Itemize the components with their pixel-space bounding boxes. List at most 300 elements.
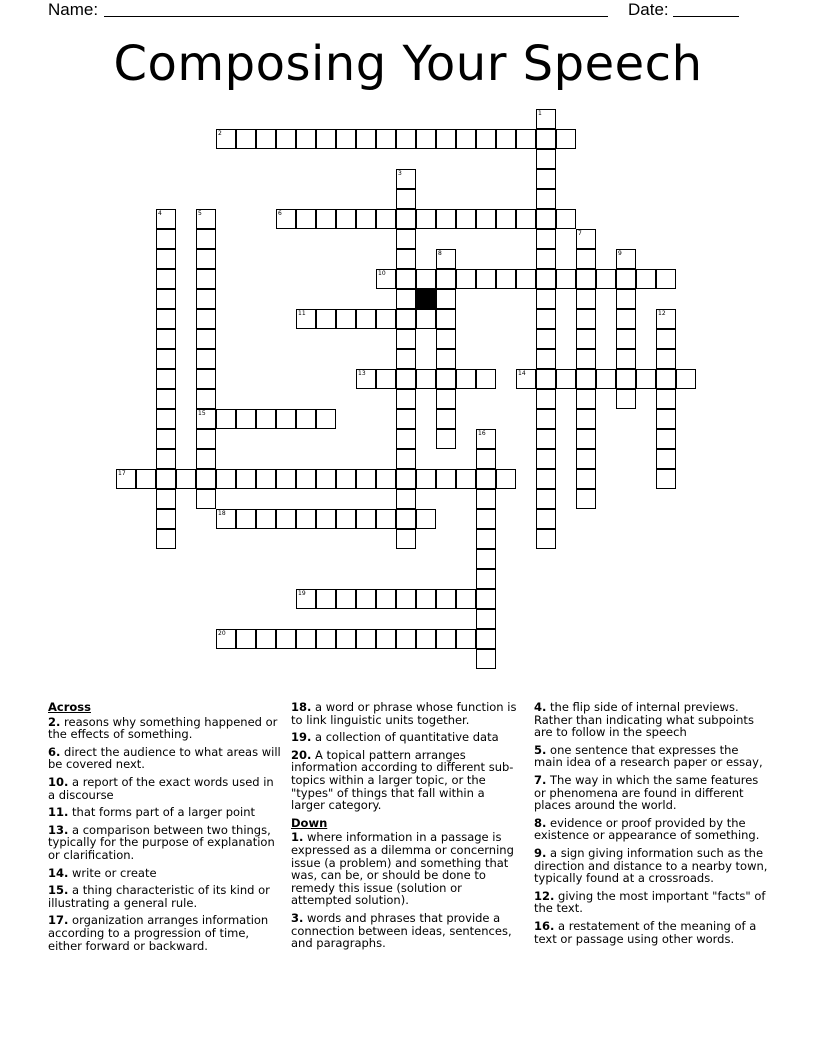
grid-cell[interactable] <box>156 289 176 309</box>
grid-cell[interactable] <box>296 409 316 429</box>
grid-cell[interactable] <box>396 169 416 189</box>
grid-cell[interactable] <box>476 269 496 289</box>
grid-cell[interactable] <box>476 609 496 629</box>
clue-text: evidence or proof provided by the existence or appearance of something. <box>534 815 760 843</box>
grid-cell[interactable] <box>496 269 516 289</box>
grid-cell[interactable] <box>296 129 316 149</box>
grid-cell[interactable] <box>196 269 216 289</box>
grid-cell[interactable] <box>376 269 396 289</box>
grid-cell[interactable] <box>356 309 376 329</box>
grid-cell[interactable] <box>656 369 676 389</box>
grid-cell[interactable] <box>216 509 236 529</box>
grid-cell[interactable] <box>616 269 636 289</box>
grid-cell[interactable] <box>196 289 216 309</box>
clue-number: 13. <box>48 822 69 837</box>
clue-text: one sentence that expresses the main idea of a research paper or essay, <box>534 742 763 770</box>
grid-cell[interactable] <box>156 529 176 549</box>
grid-cell[interactable] <box>376 589 396 609</box>
grid-cell[interactable] <box>536 289 556 309</box>
clue-number: 14. <box>48 865 69 880</box>
grid-cell[interactable] <box>376 209 396 229</box>
grid-cell[interactable] <box>536 529 556 549</box>
clue-item <box>48 806 284 819</box>
grid-cell[interactable] <box>396 329 416 349</box>
grid-cell[interactable] <box>536 409 556 429</box>
grid-cell[interactable] <box>576 369 596 389</box>
clue-number: 1 <box>538 110 542 117</box>
grid-cell[interactable] <box>476 429 496 449</box>
clue-text: the flip side of internal previews. Rather than indicating what subpoints are to follow in the speech <box>534 700 754 740</box>
grid-cell[interactable] <box>296 469 316 489</box>
grid-cell[interactable] <box>356 129 376 149</box>
clue-column-3 <box>534 701 770 950</box>
grid-cell[interactable] <box>436 409 456 429</box>
grid-cell[interactable] <box>256 409 276 429</box>
grid-cell[interactable] <box>196 209 216 229</box>
grid-cell[interactable] <box>156 409 176 429</box>
grid-cell[interactable] <box>476 449 496 469</box>
clue-item <box>48 776 284 801</box>
grid-cell[interactable] <box>156 489 176 509</box>
clue-text: a collection of quantitative data <box>311 730 499 745</box>
page-title: Composing Your Speech <box>113 36 703 92</box>
grid-cell[interactable] <box>156 229 176 249</box>
grid-cell[interactable] <box>156 309 176 329</box>
clue-item <box>291 749 521 812</box>
grid-cell[interactable] <box>436 629 456 649</box>
grid-cell[interactable] <box>436 469 456 489</box>
grid-cell[interactable] <box>396 489 416 509</box>
grid-cell[interactable] <box>536 169 556 189</box>
grid-cell[interactable] <box>576 309 596 329</box>
grid-cell[interactable] <box>396 249 416 269</box>
grid-cell[interactable] <box>536 309 556 329</box>
grid-cell[interactable] <box>476 369 496 389</box>
grid-cell[interactable] <box>396 349 416 369</box>
grid-cell[interactable] <box>676 369 696 389</box>
grid-cell[interactable] <box>656 409 676 429</box>
grid-cell[interactable] <box>476 209 496 229</box>
grid-cell[interactable] <box>356 629 376 649</box>
grid-cell[interactable] <box>476 549 496 569</box>
grid-cell[interactable] <box>316 409 336 429</box>
grid-cell[interactable] <box>416 469 436 489</box>
grid-cell[interactable] <box>196 489 216 509</box>
grid-cell[interactable] <box>476 489 496 509</box>
grid-cell[interactable] <box>576 249 596 269</box>
grid-cell[interactable] <box>276 469 296 489</box>
grid-cell[interactable] <box>216 409 236 429</box>
clue-number: 11 <box>298 310 306 317</box>
grid-cell[interactable] <box>496 469 516 489</box>
clue-text: where information in a passage is expressed as a dilemma or concerning issue (a problem) and something that was, can be, or should be done to remedy this issue (solution or attempted solution). <box>291 830 514 908</box>
clue-item <box>534 817 770 842</box>
grid-cell[interactable] <box>616 309 636 329</box>
grid-cell[interactable] <box>496 129 516 149</box>
grid-cell[interactable] <box>476 469 496 489</box>
clue-number: 2. <box>48 714 61 729</box>
grid-cell[interactable] <box>436 429 456 449</box>
across-heading: Across <box>48 700 91 714</box>
grid-cell[interactable] <box>536 369 556 389</box>
grid-cell[interactable] <box>176 469 196 489</box>
grid-cell[interactable] <box>216 629 236 649</box>
grid-cell[interactable] <box>536 349 556 369</box>
grid-cell[interactable] <box>336 509 356 529</box>
grid-cell[interactable] <box>416 589 436 609</box>
clue-number: 12. <box>534 888 555 903</box>
clue-text: a word or phrase whose function is to link linguistic units together. <box>291 700 517 727</box>
grid-cell[interactable] <box>296 209 316 229</box>
grid-cell[interactable] <box>396 369 416 389</box>
grid-cell[interactable] <box>116 469 136 489</box>
grid-cell[interactable] <box>456 369 476 389</box>
grid-cell[interactable] <box>196 369 216 389</box>
clue-text: organization arranges information according to a progression of time, either forward or backward. <box>48 913 269 953</box>
grid-cell[interactable] <box>256 129 276 149</box>
clue-column-1 <box>48 701 284 957</box>
grid-cell[interactable] <box>556 209 576 229</box>
clue-number: 2 <box>218 130 222 137</box>
grid-cell[interactable] <box>196 349 216 369</box>
grid-cell[interactable] <box>196 469 216 489</box>
clue-text: The way in which the same features or phenomena are found in different places around the world. <box>534 772 759 813</box>
grid-cell[interactable] <box>236 129 256 149</box>
grid-cell[interactable] <box>576 389 596 409</box>
clue-number: 5 <box>198 210 202 217</box>
clue-text: direct the audience to what areas will be covered next. <box>48 744 281 772</box>
grid-cell[interactable] <box>596 369 616 389</box>
grid-cell[interactable] <box>156 449 176 469</box>
clue-number: 19 <box>298 590 306 597</box>
clue-text: words and phrases that provide a connection between ideas, sentences, and paragraphs. <box>291 910 512 951</box>
grid-cell[interactable] <box>296 629 316 649</box>
grid-cell[interactable] <box>416 309 436 329</box>
grid-cell[interactable] <box>376 309 396 329</box>
clue-text: a report of the exact words used in a discourse <box>48 774 274 802</box>
grid-cell[interactable] <box>236 409 256 429</box>
grid-cell[interactable] <box>156 269 176 289</box>
grid-cell[interactable] <box>316 469 336 489</box>
grid-cell[interactable] <box>396 429 416 449</box>
clue-number: 8 <box>438 250 442 257</box>
grid-cell[interactable] <box>516 369 536 389</box>
grid-cell[interactable] <box>356 209 376 229</box>
grid-cell[interactable] <box>256 629 276 649</box>
clue-number: 5. <box>534 742 547 757</box>
grid-cell[interactable] <box>456 129 476 149</box>
grid-cell[interactable] <box>476 649 496 669</box>
grid-cell[interactable] <box>616 369 636 389</box>
grid-cell[interactable] <box>536 229 556 249</box>
grid-cell[interactable] <box>296 589 316 609</box>
down-heading: Down <box>291 815 328 830</box>
grid-cell[interactable] <box>536 429 556 449</box>
grid-cell[interactable] <box>576 289 596 309</box>
grid-cell[interactable] <box>296 309 316 329</box>
grid-cell[interactable] <box>356 589 376 609</box>
grid-cell[interactable] <box>216 469 236 489</box>
grid-cell[interactable] <box>536 149 556 169</box>
grid-cell[interactable] <box>436 389 456 409</box>
grid-cell[interactable] <box>456 629 476 649</box>
grid-cell[interactable] <box>396 209 416 229</box>
grid-cell[interactable] <box>336 469 356 489</box>
grid-cell[interactable] <box>436 289 456 309</box>
clue-item <box>48 884 284 909</box>
grid-cell[interactable] <box>456 269 476 289</box>
grid-cell[interactable] <box>396 449 416 469</box>
clue-item <box>534 890 770 915</box>
grid-cell[interactable] <box>596 269 616 289</box>
grid-cell[interactable] <box>376 129 396 149</box>
grid-cell[interactable] <box>416 629 436 649</box>
grid-cell[interactable] <box>356 369 376 389</box>
clue-number: 9. <box>534 845 547 860</box>
clue-item <box>48 824 284 862</box>
grid-cell[interactable] <box>516 129 536 149</box>
grid-cell[interactable] <box>416 209 436 229</box>
grid-cell[interactable] <box>376 369 396 389</box>
clue-text: reasons why something happened or the effects of something. <box>48 714 278 742</box>
grid-cell[interactable] <box>656 389 676 409</box>
grid-cell[interactable] <box>396 309 416 329</box>
grid-cell[interactable] <box>276 629 296 649</box>
grid-cell[interactable] <box>436 329 456 349</box>
clue-number: 11. <box>48 805 69 820</box>
grid-cell[interactable] <box>496 209 516 229</box>
grid-cell[interactable] <box>276 509 296 529</box>
grid-cell[interactable] <box>576 229 596 249</box>
grid-cell[interactable] <box>196 389 216 409</box>
grid-cell[interactable] <box>636 369 656 389</box>
grid-cell[interactable] <box>656 309 676 329</box>
grid-cell[interactable] <box>416 369 436 389</box>
grid-cell[interactable] <box>436 369 456 389</box>
grid-cell[interactable] <box>576 429 596 449</box>
grid-cell[interactable] <box>316 129 336 149</box>
grid-cell[interactable] <box>336 589 356 609</box>
grid-cell[interactable] <box>396 589 416 609</box>
grid-cell[interactable] <box>476 569 496 589</box>
grid-cell[interactable] <box>336 629 356 649</box>
clue-number: 18 <box>218 510 226 517</box>
grid-cell[interactable] <box>536 469 556 489</box>
grid-cell[interactable] <box>296 509 316 529</box>
grid-cell[interactable] <box>656 269 676 289</box>
clue-number: 4 <box>158 210 162 217</box>
clue-text: a thing characteristic of its kind or illustrating a general rule. <box>48 883 270 910</box>
grid-cell[interactable] <box>236 629 256 649</box>
grid-cell[interactable] <box>216 129 236 149</box>
grid-cell[interactable] <box>196 329 216 349</box>
clue-number: 16. <box>534 918 555 933</box>
grid-cell[interactable] <box>276 209 296 229</box>
grid-cell[interactable] <box>156 389 176 409</box>
grid-cell[interactable] <box>656 429 676 449</box>
grid-cell[interactable] <box>316 629 336 649</box>
grid-cell[interactable] <box>536 189 556 209</box>
grid-cell[interactable] <box>316 589 336 609</box>
grid-cell[interactable] <box>336 209 356 229</box>
grid-cell[interactable] <box>376 469 396 489</box>
grid-cell[interactable] <box>656 349 676 369</box>
grid-cell[interactable] <box>396 129 416 149</box>
grid-cell[interactable] <box>376 509 396 529</box>
grid-cell[interactable] <box>416 269 436 289</box>
grid-cell[interactable] <box>156 349 176 369</box>
grid-cell[interactable] <box>576 449 596 469</box>
grid-cell[interactable] <box>436 309 456 329</box>
grid-cell[interactable] <box>336 129 356 149</box>
grid-cell[interactable] <box>196 229 216 249</box>
grid-cell[interactable] <box>256 509 276 529</box>
grid-cell[interactable] <box>556 129 576 149</box>
clue-item <box>48 867 284 880</box>
grid-cell[interactable] <box>476 589 496 609</box>
grid-cell[interactable] <box>416 509 436 529</box>
grid-cell[interactable] <box>356 469 376 489</box>
grid-cell[interactable] <box>536 449 556 469</box>
grid-cell[interactable] <box>396 189 416 209</box>
grid-cell[interactable] <box>656 469 676 489</box>
grid-cell[interactable] <box>556 369 576 389</box>
grid-cell[interactable] <box>196 449 216 469</box>
grid-cell[interactable] <box>536 249 556 269</box>
grid-cell[interactable] <box>196 429 216 449</box>
clue-column-2 <box>291 701 521 955</box>
grid-cell[interactable] <box>416 129 436 149</box>
grid-cell[interactable] <box>156 249 176 269</box>
clue-number: 19. <box>291 730 312 745</box>
clue-number: 8. <box>534 815 547 830</box>
grid-cell[interactable] <box>456 589 476 609</box>
grid-cell[interactable] <box>436 269 456 289</box>
clue-item <box>534 701 770 739</box>
grid-cell[interactable] <box>396 229 416 249</box>
grid-cell[interactable] <box>456 209 476 229</box>
grid-cell[interactable] <box>536 389 556 409</box>
grid-cell[interactable] <box>576 349 596 369</box>
grid-cell[interactable] <box>156 329 176 349</box>
grid-cell[interactable] <box>396 389 416 409</box>
grid-cell[interactable] <box>536 269 556 289</box>
grid-cell[interactable] <box>396 289 416 309</box>
grid-cell[interactable] <box>256 469 276 489</box>
clue-number: 20. <box>291 747 312 762</box>
grid-cell[interactable] <box>356 509 376 529</box>
grid-cell[interactable] <box>236 469 256 489</box>
grid-cell[interactable] <box>616 249 636 269</box>
grid-cell[interactable] <box>576 489 596 509</box>
clue-item <box>291 701 521 726</box>
grid-cell[interactable] <box>156 469 176 489</box>
grid-cell[interactable] <box>616 389 636 409</box>
clue-number: 12 <box>658 310 666 317</box>
grid-cell[interactable] <box>516 209 536 229</box>
grid-cell[interactable] <box>656 329 676 349</box>
grid-cell[interactable] <box>476 509 496 529</box>
grid-cell[interactable] <box>476 529 496 549</box>
grid-cell[interactable] <box>436 589 456 609</box>
grid-cell[interactable] <box>196 409 216 429</box>
grid-cell[interactable] <box>316 209 336 229</box>
name-label: Name: <box>48 0 99 19</box>
grid-cell[interactable] <box>636 269 656 289</box>
clue-number: 10. <box>48 774 69 789</box>
clue-number: 10 <box>378 270 386 277</box>
grid-cell[interactable] <box>576 269 596 289</box>
grid-cell[interactable] <box>276 409 296 429</box>
grid-cell[interactable] <box>236 509 256 529</box>
grid-cell[interactable] <box>156 369 176 389</box>
grid-cell[interactable] <box>436 249 456 269</box>
grid-cell[interactable] <box>276 129 296 149</box>
grid-cell[interactable] <box>616 289 636 309</box>
grid-cell[interactable] <box>536 109 556 129</box>
grid-cell[interactable] <box>316 309 336 329</box>
grid-cell[interactable] <box>396 409 416 429</box>
grid-cell[interactable] <box>476 629 496 649</box>
grid-cell[interactable] <box>536 129 556 149</box>
grid-cell[interactable] <box>316 509 336 529</box>
grid-cell[interactable] <box>336 309 356 329</box>
grid-cell[interactable] <box>156 209 176 229</box>
clue-item <box>48 746 284 771</box>
grid-cell[interactable] <box>616 349 636 369</box>
grid-cell[interactable] <box>376 629 396 649</box>
grid-cell[interactable] <box>396 629 416 649</box>
clue-item <box>291 912 521 950</box>
grid-cell[interactable] <box>576 469 596 489</box>
grid-cell[interactable] <box>456 469 476 489</box>
grid-cell[interactable] <box>476 129 496 149</box>
clue-item <box>48 716 284 741</box>
grid-cell[interactable] <box>156 509 176 529</box>
grid-cell[interactable] <box>396 529 416 549</box>
clue-number: 13 <box>358 370 366 377</box>
grid-cell[interactable] <box>396 509 416 529</box>
grid-cell[interactable] <box>136 469 156 489</box>
grid-cell[interactable] <box>396 269 416 289</box>
grid-cell[interactable] <box>616 329 636 349</box>
grid-cell[interactable] <box>396 469 416 489</box>
clue-text: giving the most important "facts" of the text. <box>534 888 766 916</box>
clue-number: 7 <box>578 230 582 237</box>
clue-number: 6. <box>48 744 61 759</box>
grid-cell[interactable] <box>656 449 676 469</box>
grid-cell[interactable] <box>556 269 576 289</box>
grid-cell[interactable] <box>536 329 556 349</box>
clue-text: a sign giving information such as the direction and distance to a nearby town, typically found at a crossroads. <box>534 845 768 886</box>
grid-cell[interactable] <box>536 489 556 509</box>
clue-item <box>291 731 521 744</box>
clue-number: 20 <box>218 630 226 637</box>
grid-cell[interactable] <box>196 249 216 269</box>
clue-number: 1. <box>291 830 304 845</box>
grid-cell[interactable] <box>196 309 216 329</box>
grid-cell[interactable] <box>576 409 596 429</box>
grid-cell[interactable] <box>436 129 456 149</box>
grid-cell[interactable] <box>536 209 556 229</box>
grid-cell[interactable] <box>576 329 596 349</box>
clue-item <box>534 744 770 769</box>
grid-cell[interactable] <box>536 509 556 529</box>
grid-cell[interactable] <box>436 349 456 369</box>
grid-cell[interactable] <box>516 269 536 289</box>
grid-cell[interactable] <box>156 429 176 449</box>
grid-cell[interactable] <box>436 209 456 229</box>
